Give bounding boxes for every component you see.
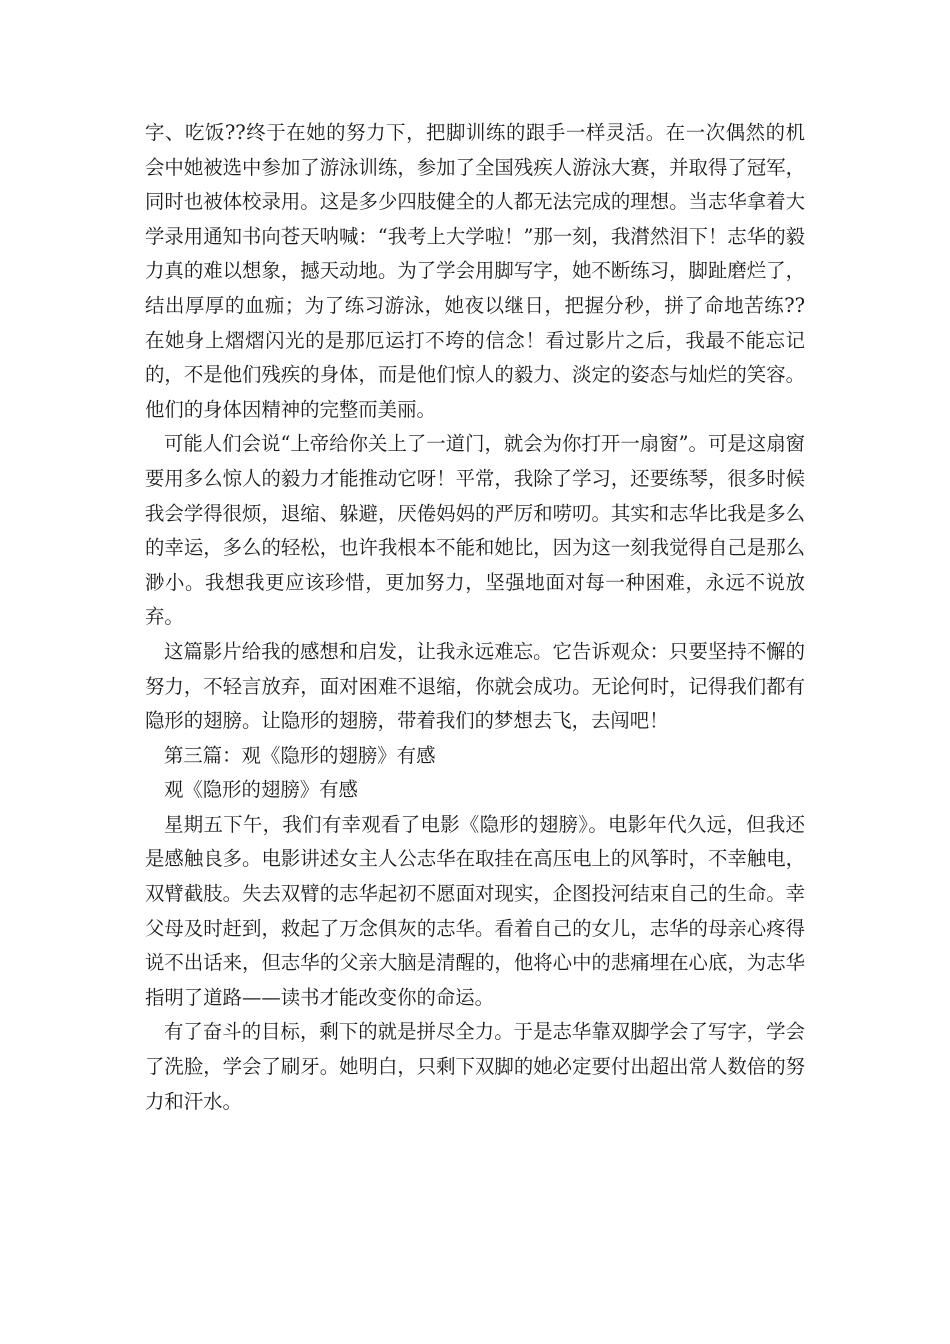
document-page: [145, 116, 805, 1119]
paragraph-effort: 有了奋斗的目标，剩下的就是拼尽全力。于是志华靠双脚学会了写字，学会了洗脸，学会了刷牙。她明白，只剩下双脚的她必定要付出超出常人数倍的努力和汗水。: [145, 1020, 805, 1113]
section-heading: 第三篇：观《隐形的翅膀》有感: [164, 743, 436, 767]
paragraph-reflection: 可能人们会说“上帝给你关上了一道门，就会为你打开一扇窗”。可是这扇窗要用多么惊人的毅力才能推动它呀！平常，我除了学习，还要练琴，很多时候我会学得很烦，退缩、躲避，厌倦妈妈的严厉和唠叨。其实和志华比我是多么的幸运，多么的轻松，也许我根本不能和她比，因为这一刻我觉得自己是那么渺小。我想我更应该珍惜，更加努力，坚强地面对每一种困难，永远不说放弃。: [145, 432, 805, 629]
section-title: 观《隐形的翅膀》有感: [164, 778, 358, 802]
paragraph-continuation: 字、吃饭??终于在她的努力下，把脚训练的跟手一样灵活。在一次偶然的机会中她被选中参加了游泳训练，参加了全国残疾人游泳大赛，并取得了冠军，同时也被体校录用。这是多少四肢健全的人都无法完成的理想。当志华拿着大学录用通知书向苍天呐喊：“我考上大学啦！”那一刻，我潸然泪下！志华的毅力真的难以想象，撼天动地。为了学会用脚写字，她不断练习，脚趾磨烂了，结出厚厚的血痂；为了练习游泳，她夜以继日，把握分秒，拼了命地苦练??在她身上熠熠闪光的是那厄运打不垮的信念！看过影片之后，我最不能忘记的，不是他们残疾的身体，而是他们惊人的毅力、淡定的姿态与灿烂的笑容。他们的身体因精神的完整而美丽。: [145, 121, 805, 421]
paragraph-conclusion: 这篇影片给我的感想和启发，让我永远难忘。它告诉观众：只要坚持不懈的努力，不轻言放弃，面对困难不退缩，你就会成功。无论何时，记得我们都有隐形的翅膀。让隐形的翅膀，带着我们的梦想去飞，去闯吧！: [145, 639, 805, 733]
paragraph-movie-summary: 星期五下午，我们有幸观看了电影《隐形的翅膀》。电影年代久远，但我还是感触良多。电影讲述女主人公志华在取挂在高压电上的风筝时，不幸触电，双臂截肢。失去双臂的志华起初不愿面对现实，企图投河结束自己的生命。幸父母及时赶到，救起了万念俱灰的志华。看着自己的女儿，志华的母亲心疼得说不出话来，但志华的父亲大脑是清醒的，他将心中的悲痛埋在心底，为志华指明了道路——读书才能改变你的命运。: [145, 812, 805, 1009]
